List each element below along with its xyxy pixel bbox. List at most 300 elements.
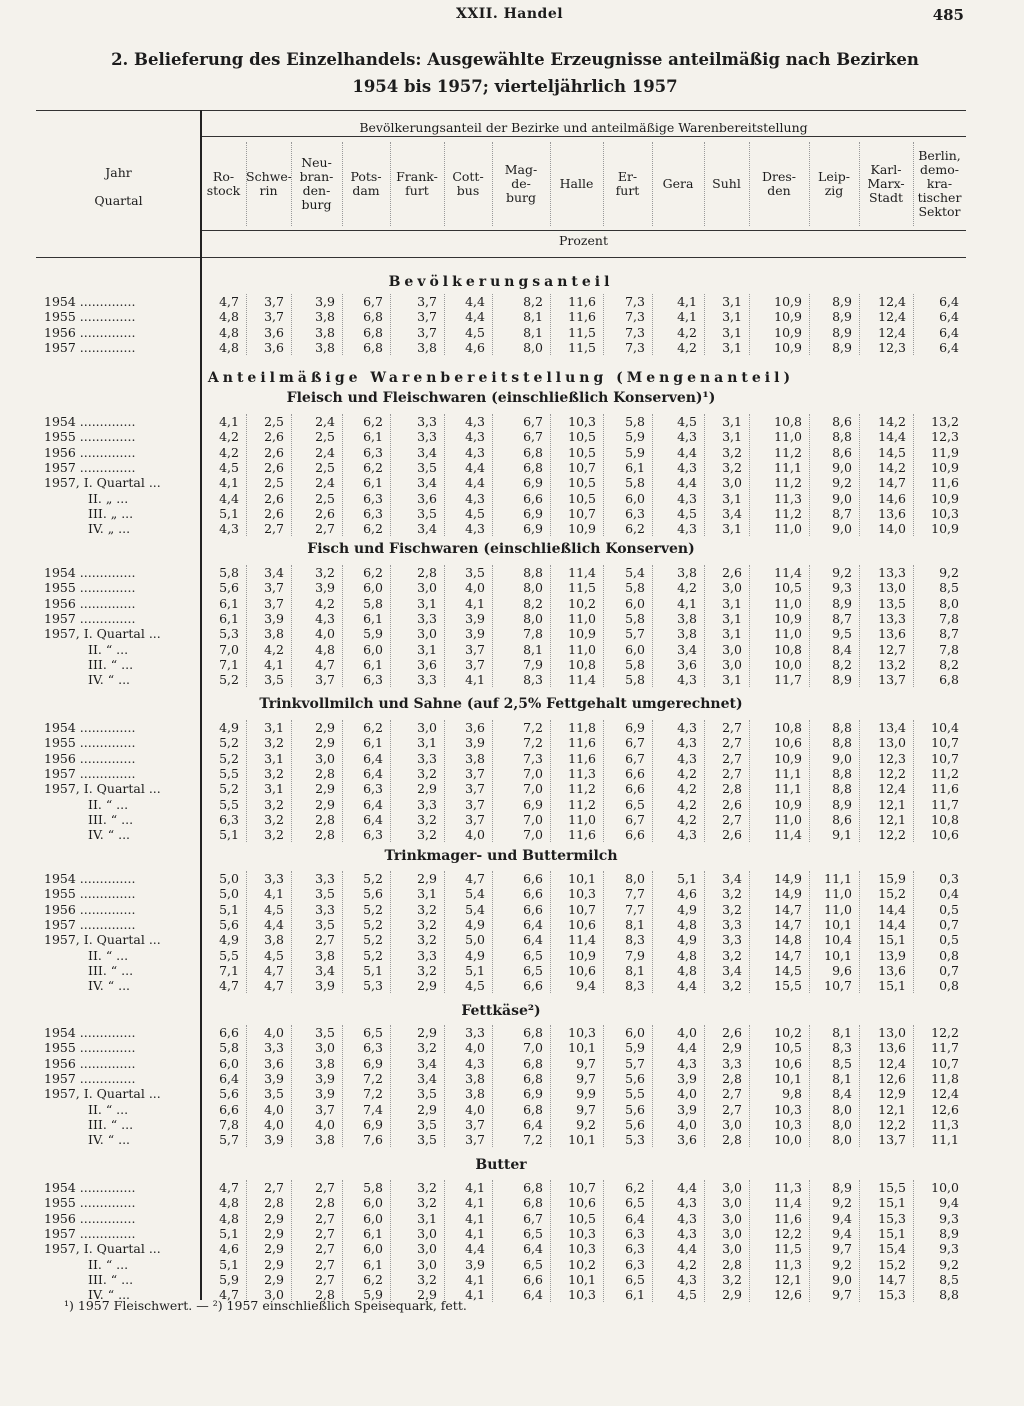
table-cell: 6,3 [363,781,383,797]
table-cell: 4,7 [219,978,239,994]
row-label: II. „ ... [88,490,129,506]
table-cell: 3,7 [465,796,485,812]
table-cell: 11,1 [824,871,852,886]
table-cell: 5,2 [363,932,383,948]
column-divider [390,294,392,355]
table-cell: 10,7 [931,750,959,766]
table-cell: 4,8 [219,1195,239,1211]
table-cell: 10,8 [774,641,802,657]
table-cell: 5,9 [219,1271,239,1287]
table-row [36,902,966,917]
table-cell: 10,1 [568,1132,596,1148]
table-cell: 4,8 [219,1210,239,1226]
table-cell: 3,5 [315,916,335,932]
table-cell: 3,7 [465,781,485,797]
table-cell: 3,0 [417,626,437,642]
table-cell: 2,9 [264,1241,284,1257]
table-cell: 12,3 [878,750,906,766]
column-header [390,170,444,198]
table-cell: 6,1 [363,475,383,491]
column-divider [492,294,494,355]
table-cell: 4,9 [219,932,239,948]
table-cell: 15,1 [878,932,906,948]
table-cell: 2,7 [315,932,335,948]
table-cell: 3,4 [417,475,437,491]
table-cell: 4,1 [264,886,284,902]
table-cell: 4,3 [677,672,697,688]
table-cell: 3,2 [722,947,742,963]
table-cell: 3,5 [315,886,335,902]
table-cell: 8,5 [832,1055,852,1071]
table-cell: 12,9 [878,1086,906,1102]
table-cell: 12,2 [878,765,906,781]
table-cell: 13,0 [878,1025,906,1040]
table-cell: 10,9 [774,309,802,325]
table-cell: 3,1 [722,339,742,355]
table-cell: 3,9 [465,626,485,642]
table-cell: 11,0 [774,595,802,611]
table-cell: 8,9 [832,796,852,812]
table-cell: 3,6 [264,324,284,340]
table-cell: 9,0 [832,750,852,766]
table-cell: 5,7 [625,626,645,642]
column-divider [291,565,293,687]
table-cell: 6,6 [625,765,645,781]
table-cell: 2,7 [722,720,742,735]
table-row [36,491,966,506]
table-cell: 5,4 [625,565,645,580]
table-cell: 2,9 [315,735,335,751]
column-divider [550,414,552,536]
unit-label: Prozent [559,233,608,248]
table-cell: 4,3 [677,827,697,843]
table-cell: 11,1 [774,765,802,781]
table-cell: 2,7 [315,1256,335,1272]
table-row [36,340,966,355]
table-cell: 3,0 [417,720,437,735]
column-divider [342,1180,344,1302]
section-title: Bevölkerungsanteil [388,274,614,290]
table-cell: 8,1 [523,309,543,325]
table-cell: 7,0 [219,641,239,657]
row-label: IV. “ ... [88,1132,131,1148]
table-cell: 6,5 [625,1195,645,1211]
column-divider [749,720,751,842]
column-header-line: rin [259,183,278,198]
table-cell: 5,2 [363,871,383,886]
table-cell: 3,0 [722,475,742,491]
table-cell: 6,8 [523,1070,543,1086]
row-label: II. “ ... [88,1101,129,1117]
section-title: Anteilmäßige Warenbereitstellung (Mengenanteil) [207,370,795,386]
column-divider [390,1180,392,1302]
table-cell: 4,4 [465,459,485,475]
table-cell: 10,6 [774,735,802,751]
table-cell: 3,0 [722,580,742,596]
table-cell: 9,4 [832,1210,852,1226]
table-cell: 6,3 [625,505,645,521]
table-cell: 13,6 [878,1040,906,1056]
table-cell: 6,0 [363,1195,383,1211]
table-cell: 2,9 [264,1271,284,1287]
table-cell: 5,2 [363,901,383,917]
table-cell: 7,7 [625,901,645,917]
table-cell: 3,2 [722,978,742,994]
table-cell: 3,0 [417,1256,437,1272]
table-cell: 6,9 [523,1086,543,1102]
column-divider [749,871,751,993]
table-cell: 5,3 [363,978,383,994]
table-cell: 4,1 [465,1271,485,1287]
table-cell: 3,2 [417,916,437,932]
row-label: II. “ ... [88,947,129,963]
table-row [36,1257,966,1272]
table-cell: 9,2 [939,565,959,580]
column-divider [550,294,552,355]
table-cell: 3,8 [677,626,697,642]
table-cell: 9,3 [939,1241,959,1257]
table-row [36,1117,966,1132]
table-cell: 12,6 [878,1070,906,1086]
table-cell: 12,4 [878,294,906,309]
row-label: 1955 .............. [44,1195,136,1211]
table-title-line-2: 1954 bis 1957; vierteljährlich 1957 [352,77,678,96]
table-cell: 3,2 [417,1040,437,1056]
table-cell: 6,0 [625,641,645,657]
column-header-line: zig [824,183,844,198]
table-cell: 4,0 [465,1040,485,1056]
column-divider [291,142,293,226]
table-cell: 6,8 [363,339,383,355]
table-cell: 3,1 [722,595,742,611]
table-cell: 6,2 [363,565,383,580]
table-cell: 4,3 [465,444,485,460]
table-cell: 14,2 [878,459,906,475]
table-cell: 4,3 [677,1210,697,1226]
table-cell: 15,3 [878,1210,906,1226]
table-cell: 10,5 [774,1040,802,1056]
table-cell: 3,7 [264,309,284,325]
table-cell: 3,0 [722,1180,742,1195]
table-cell: 14,7 [878,475,906,491]
table-row [36,751,966,766]
table-cell: 8,7 [832,610,852,626]
table-cell: 3,5 [465,565,485,580]
table-cell: 5,1 [219,901,239,917]
table-cell: 11,4 [568,932,596,948]
table-cell: 4,5 [264,947,284,963]
table-cell: 10,9 [774,339,802,355]
column-divider [809,294,811,355]
table-cell: 2,9 [264,1210,284,1226]
table-row [36,1132,966,1147]
table-cell: 5,9 [363,1287,383,1303]
table-cell: 8,1 [625,916,645,932]
table-cell: 13,7 [878,672,906,688]
table-cell: 2,8 [315,1287,335,1303]
column-divider [749,414,751,536]
table-cell: 5,6 [363,886,383,902]
table-cell: 11,3 [931,1116,959,1132]
table-cell: 4,4 [677,475,697,491]
table-cell: 3,5 [417,1132,437,1148]
table-cell: 9,7 [832,1287,852,1303]
table-row [36,460,966,475]
table-cell: 15,1 [878,1225,906,1241]
column-divider [913,294,915,355]
table-cell: 2,7 [315,1210,335,1226]
table-cell: 5,1 [219,827,239,843]
column-divider [246,720,248,842]
table-cell: 4,6 [677,886,697,902]
table-cell: 4,2 [677,796,697,812]
table-cell: 9,1 [832,827,852,843]
column-header-line: Pots- [350,169,382,184]
table-cell: 2,5 [315,459,335,475]
table-cell: 10,7 [931,735,959,751]
table-row [36,871,966,886]
table-cell: 2,4 [315,475,335,491]
table-cell: 4,9 [465,947,485,963]
table-cell: 6,4 [939,309,959,325]
row-label: 1956 .............. [44,901,136,917]
row-label: 1954 .............. [44,565,136,580]
footnote: ¹) 1957 Fleischwert. — ²) 1957 einschließlich Speisequark, fett. [64,1298,467,1313]
table-cell: 13,7 [878,1132,906,1148]
table-cell: 10,9 [568,947,596,963]
table-cell: 5,8 [625,580,645,596]
table-cell: 7,6 [363,1132,383,1148]
table-cell: 3,5 [417,1116,437,1132]
row-label: II. “ ... [88,796,129,812]
statistics-table [36,0,966,1406]
table-cell: 8,7 [939,626,959,642]
table-cell: 6,8 [939,672,959,688]
table-cell: 8,0 [625,871,645,886]
table-cell: 6,3 [363,827,383,843]
table-row [36,642,966,657]
column-divider [913,871,915,993]
table-cell: 10,3 [774,1101,802,1117]
table-cell: 2,8 [315,811,335,827]
table-cell: 3,8 [315,1132,335,1148]
table-cell: 2,6 [315,505,335,521]
table-cell: 7,8 [219,1116,239,1132]
table-cell: 11,0 [774,811,802,827]
row-label: 1957 .............. [44,1070,136,1086]
table-cell: 9,2 [832,475,852,491]
table-cell: 6,5 [625,796,645,812]
column-header [603,170,652,198]
table-cell: 5,0 [219,886,239,902]
table-cell: 7,0 [523,811,543,827]
table-cell: 10,5 [568,490,596,506]
table-cell: 6,4 [523,1241,543,1257]
table-cell: 6,1 [625,459,645,475]
table-cell: 12,3 [878,339,906,355]
table-cell: 5,9 [625,1040,645,1056]
table-cell: 12,4 [931,1086,959,1102]
table-cell: 6,7 [523,414,543,429]
table-cell: 8,2 [832,656,852,672]
unit-rule [201,230,966,231]
table-cell: 3,3 [722,1055,742,1071]
table-cell: 6,1 [363,1256,383,1272]
table-cell: 3,8 [465,750,485,766]
table-cell: 3,4 [722,871,742,886]
table-cell: 2,9 [315,720,335,735]
column-divider [550,142,552,226]
table-cell: 5,6 [219,1086,239,1102]
table-cell: 6,6 [523,1271,543,1287]
table-cell: 3,3 [315,871,335,886]
table-cell: 2,9 [722,1287,742,1303]
table-cell: 2,9 [417,871,437,886]
table-cell: 10,5 [568,444,596,460]
table-cell: 14,4 [878,916,906,932]
table-cell: 4,3 [465,521,485,537]
table-cell: 9,7 [832,1241,852,1257]
table-cell: 4,2 [677,339,697,355]
table-row [36,294,966,309]
table-cell: 4,6 [219,1241,239,1257]
table-cell: 8,1 [523,641,543,657]
row-label: 1955 .............. [44,580,136,596]
row-label: III. “ ... [88,1116,134,1132]
table-cell: 3,7 [417,324,437,340]
table-cell: 8,9 [832,595,852,611]
table-cell: 3,7 [417,309,437,325]
table-cell: 7,0 [523,765,543,781]
table-cell: 11,9 [931,444,959,460]
table-cell: 3,4 [417,521,437,537]
table-cell: 7,3 [523,750,543,766]
table-cell: 8,0 [832,1116,852,1132]
column-divider [652,565,654,687]
table-cell: 3,3 [417,610,437,626]
table-cell: 5,0 [219,871,239,886]
table-cell: 2,8 [722,1070,742,1086]
table-cell: 6,6 [219,1101,239,1117]
column-divider [913,720,915,842]
table-cell: 2,9 [722,1040,742,1056]
table-cell: 11,2 [931,765,959,781]
table-cell: 3,3 [264,1040,284,1056]
column-divider [444,414,446,536]
table-cell: 11,6 [568,750,596,766]
column-header [809,170,859,198]
table-cell: 4,8 [219,339,239,355]
table-cell: 13,0 [878,735,906,751]
table-cell: 4,2 [677,1256,697,1272]
table-cell: 6,4 [523,1287,543,1303]
row-label: 1956 .............. [44,444,136,460]
table-cell: 12,1 [774,1271,802,1287]
table-cell: 3,2 [264,827,284,843]
table-cell: 6,6 [523,490,543,506]
table-cell: 6,3 [625,1241,645,1257]
column-divider [291,871,293,993]
table-cell: 4,1 [219,414,239,429]
row-label: 1957 .............. [44,610,136,626]
column-divider [246,565,248,687]
table-cell: 12,1 [878,811,906,827]
table-cell: 4,0 [315,626,335,642]
table-cell: 5,9 [363,626,383,642]
table-cell: 4,2 [677,580,697,596]
table-cell: 10,2 [568,595,596,611]
table-cell: 4,7 [219,1180,239,1195]
table-cell: 5,2 [219,672,239,688]
table-cell: 9,2 [576,1116,596,1132]
table-cell: 5,8 [363,595,383,611]
table-cell: 3,5 [315,1025,335,1040]
table-cell: 2,6 [264,429,284,445]
table-cell: 5,4 [465,886,485,902]
table-cell: 2,9 [417,1101,437,1117]
table-cell: 4,3 [315,610,335,626]
table-cell: 12,2 [878,1116,906,1132]
column-divider [913,1025,915,1147]
table-cell: 6,2 [363,521,383,537]
table-row [36,414,966,429]
table-cell: 2,7 [722,811,742,827]
column-divider [492,142,494,226]
table-cell: 2,5 [264,414,284,429]
table-cell: 6,9 [523,505,543,521]
table-cell: 4,5 [465,324,485,340]
table-cell: 8,4 [832,641,852,657]
table-cell: 3,1 [417,641,437,657]
table-cell: 9,5 [832,626,852,642]
table-cell: 4,3 [677,1195,697,1211]
table-cell: 3,1 [264,750,284,766]
row-label: 1957, I. Quartal ... [44,932,161,948]
column-header-line: burg [301,197,332,212]
table-cell: 9,7 [576,1070,596,1086]
table-row [36,963,966,978]
table-row [36,657,966,672]
column-divider [603,294,605,355]
table-cell: 3,9 [677,1070,697,1086]
column-divider [342,294,344,355]
table-cell: 4,0 [465,1101,485,1117]
table-cell: 8,2 [939,656,959,672]
table-cell: 3,9 [465,1256,485,1272]
row-label: IV. “ ... [88,827,131,843]
table-cell: 8,3 [625,978,645,994]
table-row [36,1272,966,1287]
table-cell: 3,0 [722,641,742,657]
table-cell: 10,3 [568,1225,596,1241]
table-cell: 3,1 [722,429,742,445]
table-cell: 4,0 [677,1025,697,1040]
table-cell: 3,7 [264,580,284,596]
table-cell: 6,7 [625,811,645,827]
table-cell: 6,0 [363,580,383,596]
table-cell: 4,4 [465,475,485,491]
table-cell: 10,0 [931,1180,959,1195]
table-cell: 8,1 [832,1025,852,1040]
table-cell: 4,7 [465,871,485,886]
column-divider [859,1025,861,1147]
table-cell: 4,4 [677,978,697,994]
section-title: Trinkvollmilch und Sahne (auf 2,5% Fettgehalt umgerechnet) [259,696,743,712]
table-cell: 3,2 [417,1180,437,1195]
table-cell: 2,9 [315,796,335,812]
table-cell: 2,7 [722,1101,742,1117]
table-cell: 4,0 [677,1086,697,1102]
